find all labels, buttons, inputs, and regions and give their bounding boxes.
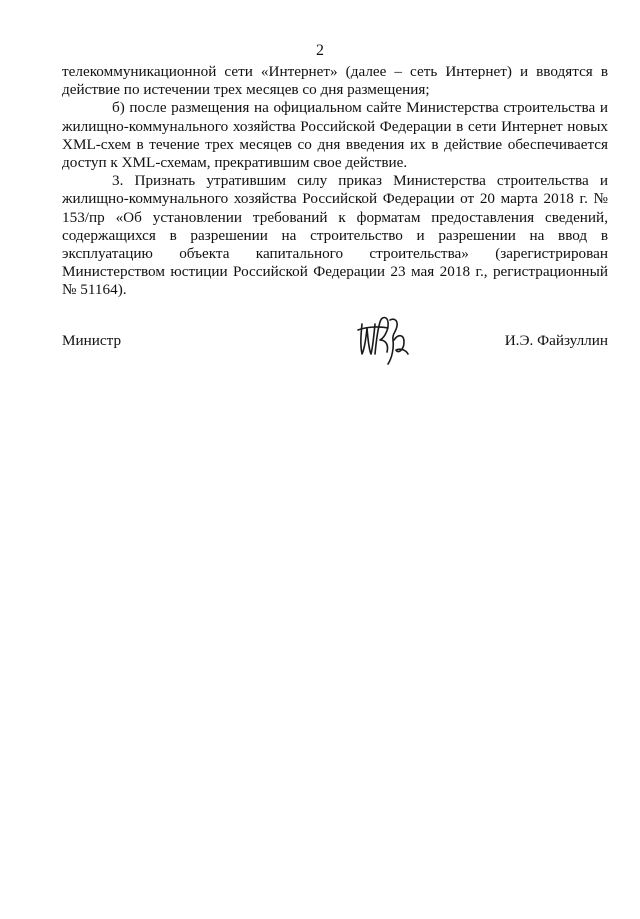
paragraph-b: б) после размещения на официальном сайте Министерства строительства и жилищно-коммунального хозяйства Российской Федерации в сети Интернет новых XML-схем в течение трех месяцев со дня введения их в действие обеспечивается доступ к XML-схемам, прекратившим свое действие. (62, 99, 608, 172)
signer-position: Министр (62, 332, 122, 349)
handwritten-signature-icon (354, 310, 424, 366)
signer-name: И.Э. Файзуллин (504, 332, 608, 349)
paragraph-3: 3. Признать утратившим силу приказ Министерства строительства и жилищно-коммунального хозяйства Российской Федерации от 20 марта 2018 г. № 153/пр «Об установлении требований к форматам предоставления сведений, содержащихся в разрешении на строительство и разрешении на ввод в эксплуатацию объекта капитального строительства» (зарегистрирован Министерством юстиции Российской Федерации 23 мая 2018 г., регистрационный № 51164). (62, 172, 608, 299)
body-text (62, 63, 608, 300)
page-number: 2 (316, 42, 324, 59)
paragraph-continuation: телекоммуникационной сети «Интернет» (далее – сеть Интернет) и вводятся в действие по истечении трех месяцев со дня размещения; (62, 63, 608, 99)
signature-block (62, 328, 608, 368)
